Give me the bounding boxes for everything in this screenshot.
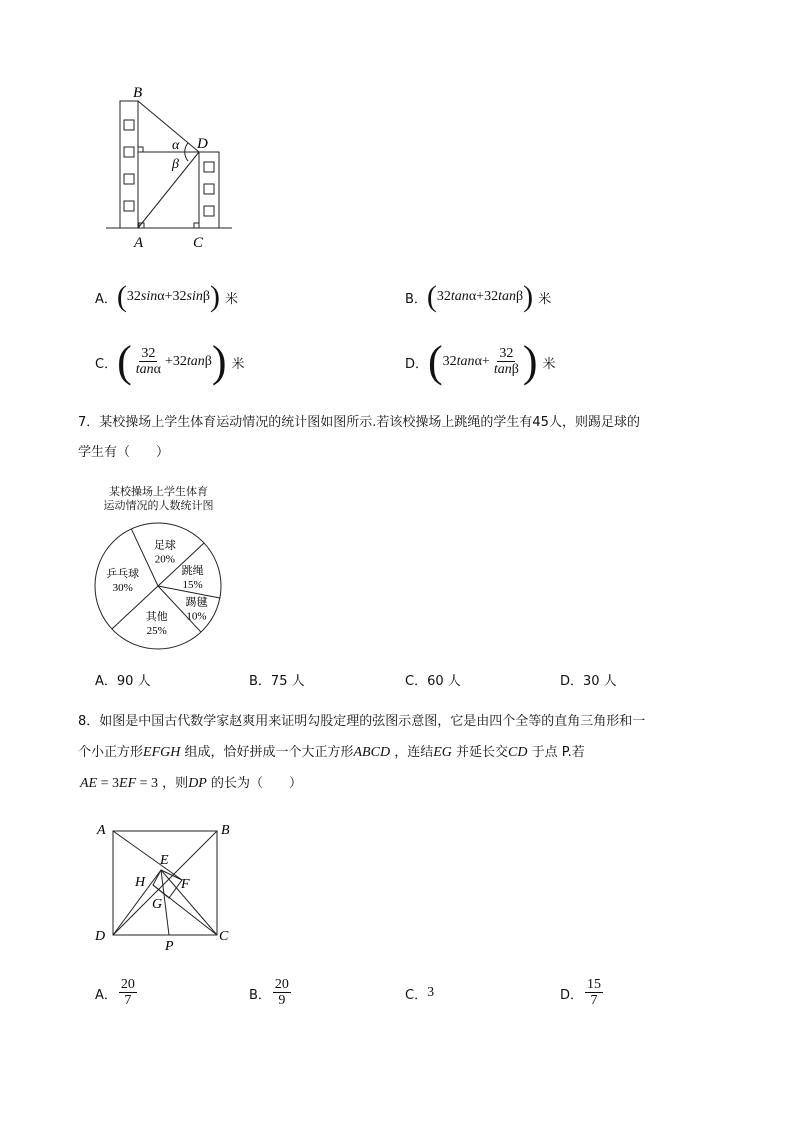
label-b: B (221, 823, 230, 838)
window (124, 120, 134, 130)
q8-text-line3: AE = 3EF = 3 ，则DP 的长为（ ） (80, 776, 303, 791)
plus: + (164, 289, 173, 304)
pie-title-line1: 某校操场上学生体育 (109, 485, 208, 498)
pie-slice-percent: 20% (154, 553, 175, 566)
unit: 米 (538, 291, 552, 307)
q6-option-a[interactable] (95, 282, 238, 312)
option-letter: C． (405, 987, 428, 1003)
denominator: tanα (135, 362, 161, 377)
close-paren: ) (209, 280, 220, 313)
q6-option-b[interactable] (405, 282, 551, 312)
option-letter: B． (405, 291, 427, 307)
q7-option-d[interactable]: D．30 人 (560, 674, 617, 689)
q7-option-a[interactable]: A．90 人 (95, 674, 151, 689)
window (124, 147, 134, 157)
greek: β (202, 289, 210, 304)
label-a: A (134, 235, 144, 251)
label-f: F (181, 877, 190, 892)
label-beta: β (172, 157, 179, 172)
label-a: A (97, 823, 106, 838)
option-letter: C． (95, 356, 118, 372)
pie-slice-percent: 30% (112, 582, 133, 595)
func: sin (140, 289, 158, 304)
pie-slice-percent: 25% (146, 624, 167, 637)
q7-text-line2: 学生有（ ） (78, 445, 170, 460)
option-value: 3 (427, 985, 435, 1000)
pie-chart-title (86, 485, 231, 513)
unit: 米 (231, 356, 245, 372)
close-paren: ) (523, 280, 534, 313)
plus: + (164, 354, 173, 369)
q6-option-c[interactable] (95, 337, 245, 386)
fraction: $\frac{20}{7}$ (120, 977, 135, 1008)
label-g: G (152, 897, 163, 912)
window (204, 162, 214, 172)
q7-option-c[interactable]: C．60 人 (405, 674, 461, 689)
q7-option-b[interactable]: B．75 人 (249, 674, 305, 689)
pie-slice-label: 其他 (145, 610, 168, 623)
greek: β (204, 354, 212, 369)
option-letter: B． (249, 987, 271, 1003)
numerator: 32 (499, 346, 514, 361)
func: tan (498, 289, 516, 304)
line-da (138, 152, 199, 228)
building-cd (199, 152, 219, 228)
coef: 32 (442, 354, 457, 369)
line-db (138, 101, 199, 152)
label-d: D (197, 136, 208, 152)
fraction (492, 346, 521, 378)
pie-slice-label: 足球 (153, 539, 176, 552)
pie-slice-label: 跳绳 (181, 565, 204, 578)
close-paren: ) (522, 337, 538, 386)
label-alpha: α (172, 138, 180, 153)
q8-text-line1: 8．如图是中国古代数学家赵爽用来证明勾股定理的弦图示意图，它是由四个全等的直角三角形和一 (78, 714, 646, 729)
label-b: B (133, 85, 143, 101)
open-paren: ( (426, 280, 437, 313)
q8-option-c[interactable] (405, 974, 434, 1012)
pie-chart (88, 518, 233, 658)
func: sin (186, 289, 203, 304)
func: tan (456, 354, 475, 369)
plus: + (481, 354, 490, 369)
right-angle-mark (138, 147, 143, 152)
right-angle-mark (194, 223, 199, 228)
option-letter: D． (405, 356, 429, 372)
pie-slice-percent: 15% (182, 579, 203, 592)
unit: 米 (224, 291, 238, 307)
coef: 32 (172, 289, 187, 304)
plus: + (476, 289, 485, 304)
pie-slice-label: 踢毽 (185, 596, 208, 609)
label-p: P (165, 939, 174, 954)
triangle-line (113, 831, 217, 935)
close-paren: ) (211, 337, 227, 386)
open-paren: ( (428, 337, 443, 386)
q7-text-line1: 7．某校操场上学生体育运动情况的统计图如图所示.若该校操场上跳绳的学生有45人，则踢足球的 (78, 415, 640, 430)
coef: 32 (126, 289, 141, 304)
greek: α (474, 354, 482, 369)
fraction: $\frac{20}{9}$ (274, 977, 289, 1008)
unit: 米 (542, 356, 556, 372)
option-letter: A． (95, 291, 117, 307)
label-c: C (193, 235, 204, 251)
pie-title-line2: 运动情况的人数统计图 (103, 499, 214, 512)
func: tan (186, 354, 205, 369)
q8-option-d[interactable] (560, 974, 605, 1012)
greek: α (157, 289, 165, 304)
triangle-line (113, 831, 182, 880)
window (204, 184, 214, 194)
fraction: $\frac{15}{7}$ (587, 977, 602, 1008)
denominator: tanβ (493, 362, 519, 377)
pie-slice-percent: 10% (186, 610, 207, 623)
q8-option-b[interactable] (249, 974, 293, 1012)
numerator: 32 (141, 346, 156, 361)
coef: 32 (436, 289, 451, 304)
coef: 32 (172, 354, 187, 369)
window (124, 174, 134, 184)
label-h: H (135, 875, 146, 890)
option-letter: A． (95, 987, 117, 1003)
window (124, 201, 134, 211)
label-d: D (95, 929, 106, 944)
chord-diagram (90, 820, 240, 955)
pie-slice-label: 乒乓球 (106, 568, 140, 581)
coef: 32 (484, 289, 499, 304)
open-paren: ( (117, 337, 132, 386)
func: tan (450, 289, 469, 304)
q8-option-a[interactable] (95, 974, 139, 1012)
label-e: E (160, 853, 169, 868)
fraction (134, 346, 163, 378)
option-letter: D． (560, 987, 584, 1003)
window (204, 206, 214, 216)
greek: α (468, 289, 477, 304)
open-paren: ( (116, 280, 127, 313)
q8-text-line2: 个小正方形EFGH 组成，恰好拼成一个大正方形ABCD ，连结EG 并延长交CD 于点 P.若 (78, 745, 585, 760)
building-figure (100, 80, 240, 255)
q6-option-d[interactable] (405, 337, 556, 386)
label-c: C (219, 929, 229, 944)
greek: β (515, 289, 524, 304)
